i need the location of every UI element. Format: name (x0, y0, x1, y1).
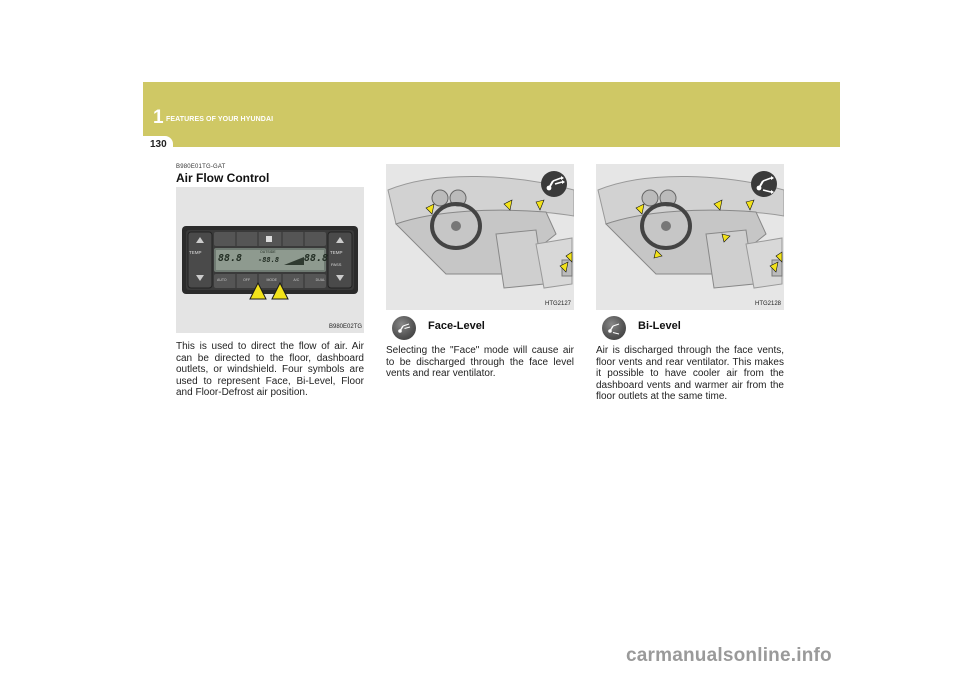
chapter-number: 1 (153, 107, 164, 128)
temp-right-label: TEMP (330, 250, 343, 255)
display-right-temp: 88.8 (304, 253, 329, 264)
ac-button[interactable]: A/C (293, 278, 300, 282)
off-button[interactable]: OFF (243, 278, 251, 282)
display-outside-temp: -88.8 (258, 256, 280, 264)
header-band (143, 82, 840, 147)
figure-code-middle: HTG2127 (545, 301, 572, 307)
section-code: B980E01TG-GAT (176, 164, 226, 170)
page-number: 130 (150, 139, 167, 150)
chapter-title: FEATURES OF YOUR HYUNDAI (166, 116, 274, 123)
bi-level-figure (596, 164, 784, 310)
display-left-temp: 88.8 (218, 253, 243, 264)
face-level-title: Face-Level (428, 320, 485, 332)
pointer-arrow-icon (248, 281, 292, 301)
climate-panel-figure (176, 187, 364, 333)
mode-button[interactable]: MODE (266, 278, 277, 282)
face-mode-icon (543, 173, 565, 195)
face-mode-icon (392, 316, 416, 340)
temp-left-label: TEMP (189, 250, 202, 255)
bi-level-title: Bi-Level (638, 320, 681, 332)
dual-button[interactable]: DUAL (315, 278, 325, 282)
face-level-figure (386, 164, 574, 310)
watermark: carmanualsonline.info (626, 645, 832, 666)
section-title: Air Flow Control (176, 171, 270, 185)
pass-label: PASS (331, 262, 342, 267)
auto-button[interactable]: AUTO (217, 278, 227, 282)
middle-body-text: Selecting the "Face" mode will cause air to be discharged through the face level vents and rear ventilator. (386, 345, 574, 380)
figure-code-left: B980E02TG (329, 324, 363, 330)
figure-code-right: HTG2128 (755, 301, 782, 307)
bilevel-mode-icon (602, 316, 626, 340)
right-body-text: Air is discharged through the face vents, floor vents and rear ventilator. This makes it possible to have cooler air from the dashboard vents and warmer air from the floor outlets at the same time. (596, 345, 784, 403)
bilevel-mode-icon (753, 173, 775, 195)
outside-label: OUTSIDE (260, 250, 276, 254)
left-body-text: This is used to direct the flow of air. Air can be directed to the floor, dashboard outlets, or windshield. Four symbols are used to represent Face, Bi-Level, Floor and Floor-Defrost air position. (176, 341, 364, 399)
